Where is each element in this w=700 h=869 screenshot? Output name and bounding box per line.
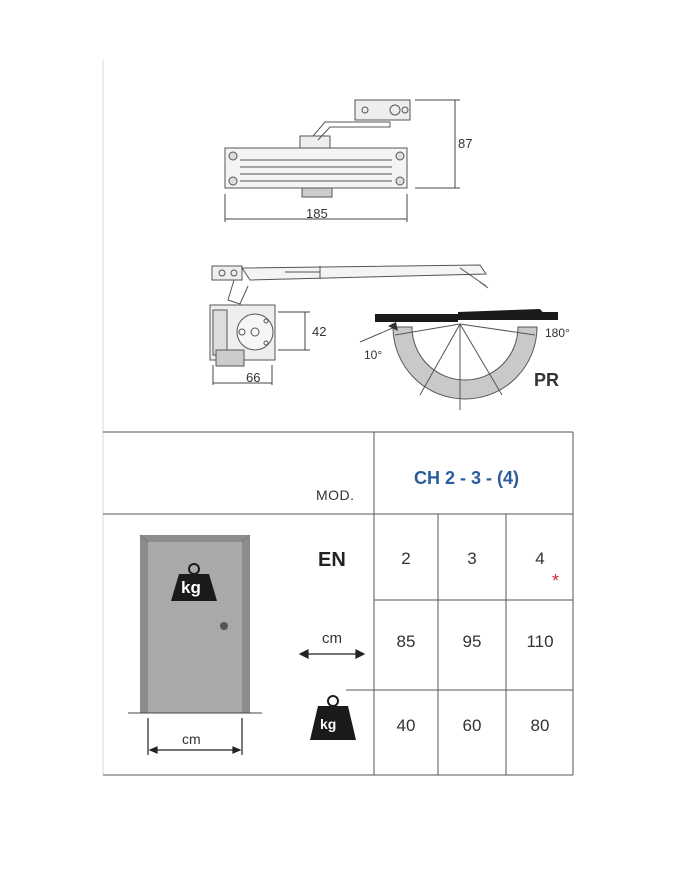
model-title: CH 2 - 3 - (4) (414, 468, 520, 488)
width-value-1: 85 (396, 632, 416, 651)
weight-value-1: 40 (396, 716, 416, 735)
en-value-1: 2 (401, 549, 411, 568)
cm-row-arrow (300, 650, 364, 658)
door-weight-label: kg (181, 578, 201, 597)
door-width-label: cm (182, 731, 201, 747)
door-illustration (128, 535, 262, 713)
weight-value-2: 60 (462, 716, 482, 735)
side-height-dimension: 42 (312, 324, 327, 339)
width-row-label: cm (322, 630, 342, 647)
width-value-3: 110 (526, 632, 554, 651)
min-angle-label: 10° (364, 348, 383, 362)
opening-angle-diagram (360, 309, 558, 410)
weight-value-3: 80 (530, 716, 550, 735)
en-value-3: 4 (535, 549, 545, 568)
side-width-dimension: 66 (246, 370, 261, 385)
closer-top-view (225, 100, 410, 197)
max-angle-label: 180° (545, 326, 570, 340)
top-height-dimension: 87 (458, 136, 473, 151)
note-asterisk: * (552, 571, 560, 591)
width-value-2: 95 (462, 632, 482, 651)
en-label: EN (318, 549, 346, 571)
table-weight-icon-label: kg (320, 716, 337, 732)
mount-type-label: PR (534, 370, 560, 390)
en-value-2: 3 (467, 549, 477, 568)
mod-label: MOD. (316, 487, 355, 503)
top-width-dimension: 185 (306, 206, 328, 221)
